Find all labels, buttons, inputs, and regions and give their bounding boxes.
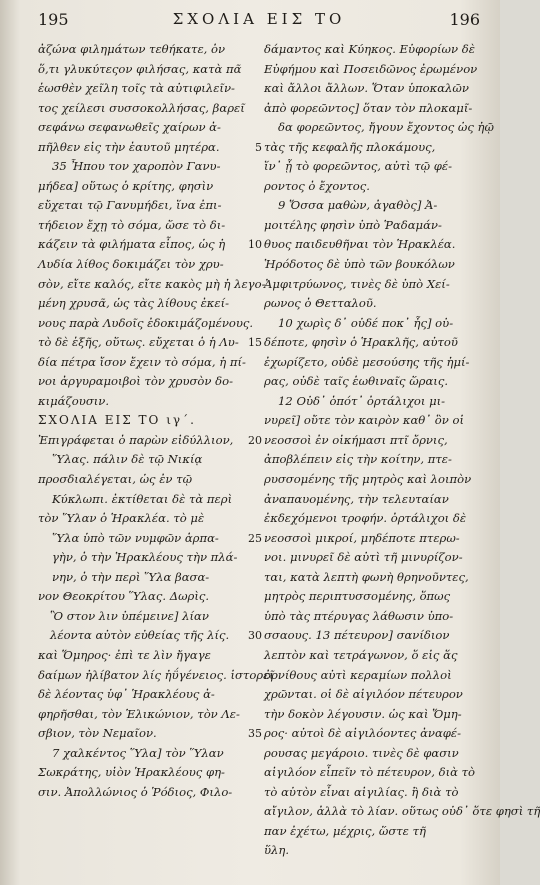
line-text: τὸν Ὕλαν ὁ Ἡρακλέα. τὸ μὲ [38,511,205,526]
line-text: μητρὸς περιπτυσσομένης, ὅπως [264,589,451,604]
text-line [264,196,478,216]
text-line [264,802,540,822]
line-text: Ὕλα ὑπὸ τῶν νυμφῶν ἁρπα- [52,530,219,545]
text-line [38,490,254,510]
line-text: κάζειν τὰ φιλήματα εἶπος, ὡς ἡ [38,237,226,252]
line-text: Λυδία λίθος δοκιμάζει τὸν χρυ- [38,257,224,272]
text-line [38,646,254,666]
text-line [264,118,494,138]
line-text: ἀποβλέπειν εἰς τὴν κοίτην, πτε- [264,452,452,467]
text-line [264,705,478,725]
line-text: καὶ Ὅμηρος· ἐπὶ τε λὶν ἤγαγε [38,647,211,662]
line-text: λέοντα αὐτὸν εὐθείας τῆς λίς. [50,628,230,643]
line-text: ρυσσομένης τῆς μητρὸς καὶ λοιπὸν [264,472,472,487]
line-text: αἴγιλον, ἀλλὰ τὸ λίαν. οὕτως οὐδ᾽ ὅτε φησὶ τῆ [264,804,540,819]
text-line [38,235,254,255]
text-line [264,607,478,627]
line-text: εὔχεται τῷ Γανυμήδει, ἵνα ἐπι- [38,198,222,213]
line-text: ὅ,τι γλυκύτεςον φιλήσας, κατὰ πᾶ [38,61,242,76]
text-line [264,783,478,803]
line-text: σὸν, εἴτε καλός, εἴτε κακὸς μὴ ἡ λεγο- [38,276,266,291]
line-text: νοι ἀργυραμοιβοὶ τὸν χρυσὸν δο- [38,374,234,389]
text-line [38,118,254,138]
text-line [38,138,254,158]
line-number: 5 [255,140,262,154]
text-line [264,353,478,373]
text-line [264,216,478,236]
text-line [264,411,478,431]
line-text: Ἡρόδοτος δὲ ὑπὸ τῶν βουκόλων [264,257,455,272]
line-text: νον Θεοκρίτου Ὕλας. Δωρὶς. [38,589,210,604]
section-heading [38,411,254,431]
line-text: νεοσσοὶ μικροί, μηδέποτε πτερω- [264,530,460,545]
line-text: δὲ λέοντας ὑφ᾽ Ἡρακλέους ἀ- [38,687,215,702]
text-line [38,450,254,470]
text-line [264,157,478,177]
line-text: μοιτέλης φησὶν ὑπὸ Ῥαδαμάν- [264,217,442,232]
line-text: Ὃ στον λιν ὑπέμεινε] λίαν [50,608,209,623]
line-text: τὸ αὐτὸν εἶναι αἰγιλίας. ἢ διὰ τὸ [264,784,459,799]
text-line [248,333,478,353]
line-text: ρας, οὐδὲ ταῖς ἑωθιναῖς ὥραις. [264,374,449,389]
text-line [264,294,478,314]
text-line [38,607,254,627]
text-line [38,255,254,275]
text-line [38,333,254,353]
text-line [38,431,254,451]
text-line [264,666,478,686]
line-text: αἰγιλόον εἶπεῖν τὸ πέτευρον, διὰ τὸ [264,765,476,780]
line-text: δάμαντος καὶ Κύηκος. Εὐφορίων δὲ [264,42,475,56]
line-text: ὀρνίθους αὐτὶ κεραμίων πολλοὶ [264,667,452,682]
text-line [38,372,254,392]
text-line [264,392,478,412]
right-column [248,40,540,861]
line-text: ται, κατὰ λεπτὴ φωνὴ θρηνοῦντες, [264,569,469,584]
text-line [38,666,274,686]
text-line [264,841,478,861]
line-number: 35 [248,727,262,741]
text-line [264,744,478,764]
line-text: νοι. μινυρεῖ δὲ αὐτὶ τῆ μινυρίζον- [264,550,463,565]
line-text: νυρεῖ] οὔτε τὸν καιρὸν καθ᾽ ὃν οἱ [264,413,465,428]
line-text: ΣΧΟΛΙΑ ΕΙΣ ΤΟ ιγ´. [38,413,196,428]
line-text: πῆλθεν εἰς τὴν ἑαυτοῦ μητέρα. [38,139,220,154]
line-text: δία πέτρα ἴσον ἔχειν τὸ σόμα, ἡ πί- [38,354,246,369]
text-line [38,744,254,764]
text-line [248,529,478,549]
text-line [38,157,254,177]
text-line [264,60,478,80]
text-line [38,216,254,236]
text-line [264,255,478,275]
line-text: ρουσας μεγάροιο. τινὲς δὲ φασιν [264,745,459,760]
line-text: 9 Ὅσσα μαθὼν, ἀγαθὸς] Ἀ- [278,198,438,213]
text-line [264,79,478,99]
text-line [38,40,254,60]
line-text: θυος παιδευθῆναι τὸν Ἡρακλέα. [264,237,456,252]
line-text: δέποτε, φησὶν ὁ Ἡρακλῆς, αὐτοῦ [264,335,458,350]
text-line [38,353,254,373]
line-text: ἵν᾽ ᾖ τὸ φορεῶντος, αὐτὶ τῷ φέ- [264,159,453,174]
line-text: φηρῆσθαι, τὸν Ἑλικώνιον, τὸν Λε- [38,706,240,721]
text-line [38,548,254,568]
line-text: Ὕλας. πάλιν δὲ τῷ Νικίᾳ [52,452,203,467]
line-text: ἀπὸ φορεῶντος] ὅταν τὸν πλοκαμῖ- [264,100,473,115]
text-line [264,568,478,588]
text-line [264,763,478,783]
text-line [264,372,478,392]
text-line [38,392,254,412]
text-line [264,275,478,295]
line-text: ροντος ὁ ἔχοντος. [264,178,370,193]
line-text: δα φορεῶντος, ἤγουν ἔχοντος ὡς ἠῷ [278,120,494,135]
line-text: ρος· αὐτοὶ δὲ αἰγιλόοντες ἀναφέ- [264,726,462,741]
line-number: 30 [248,629,262,643]
line-text: ἀναπαυομένης, τὴν τελευταίαν [264,491,449,506]
line-number: 25 [248,531,262,545]
line-text: ρωνος ὁ Θετταλοῦ. [264,296,377,311]
text-line [248,626,478,646]
line-text: προσδιαλέγεται, ὡς ἐν τῷ [38,472,193,487]
line-number: 10 [248,238,262,252]
text-line [38,294,254,314]
text-line [38,196,254,216]
line-text: 35 Ἦπου τον χαροπὸν Γανυ- [52,159,221,174]
text-line [38,705,254,725]
line-text: ἑωσθὲν χεῖλη τοῖς τὰ αὐτιφιλεῖν- [38,81,235,96]
text-line [38,685,254,705]
text-line [38,275,266,295]
running-head [38,10,480,36]
line-text: τος χείλεσι συσσοκολλήσας, βαρεῖ [38,100,245,115]
line-text: 12 Οὐδ᾽ ὁπότ᾽ ὀρτάλιχοι μι- [278,393,446,408]
text-line [264,548,478,568]
line-number: 15 [248,336,262,350]
line-text: τήδειον ἔχῃ τὸ σόμα, ὥσε τὸ δι- [38,217,226,232]
text-line [38,587,254,607]
text-line [264,646,478,666]
page-number-left: 195 [38,10,69,29]
text-line [264,450,478,470]
line-text: Κύκλωπι. ἐκτίθεται δὲ τὰ περὶ [52,491,233,506]
text-line [38,314,254,334]
line-text: δαίμων ἠλίβατον λίς ἠΰγένειος. ἱστορεῖ [38,667,274,682]
line-text: γὴν, ὁ τὴν Ἡρακλέους τὴν πλά- [52,550,238,565]
line-text: τὰς τῆς κεφαλῆς πλοκάμους, [264,139,436,154]
text-line [38,783,254,803]
line-text: Εὐφήμου καὶ Ποσειδῶνος ἐρωμένον [264,61,478,76]
line-text: κιμάζουσιν. [38,393,110,408]
line-text: νους παρὰ Λυδοῖς ἐδοκιμάζομένους. [38,315,254,330]
text-line [38,99,254,119]
text-line [264,822,478,842]
text-line [38,509,254,529]
text-line [264,587,478,607]
line-text: τὴν δοκὸν λέγουσιν. ὡς καὶ Ὅμη- [264,706,462,721]
line-text: νεοσσοὶ ἐν οἰκήμασι πτῖ ὄρνις, [264,432,448,447]
line-text: σσαους. 13 πέτευρον] σανίδιον [264,628,450,643]
text-line [264,509,478,529]
line-text: ὕλη. [264,843,290,858]
line-text: καὶ ἄλλοι ἄλλων. Ὅταν ὑποκαλῶν [264,81,469,96]
text-line [255,138,478,158]
line-text: μήδεα] οὕτως ὁ κρίτης, φησὶν [38,178,214,193]
text-line [38,529,254,549]
line-text: τὸ δὲ ἑξῆς, οὕτως. εὔχεται ὁ ἡ Λυ- [38,335,239,350]
line-text: 10 χωρὶς δ᾽ οὐδέ ποκ᾽ ἦς] οὐ- [278,315,454,330]
text-line [264,99,478,119]
text-line [38,470,254,490]
text-line [38,177,254,197]
text-line [264,314,478,334]
line-text: ὑπὸ τὰς πτέρυγας λάθωσιν ὑπο- [264,608,454,623]
text-line [248,724,478,744]
text-line [264,177,478,197]
line-text: ἐκδεχόμενοι τροφήν. ὀρτάλιχοι δὲ [264,511,467,526]
line-text: λεπτὸν καὶ τετράγωνον, ὅ εἰς ἅς [264,647,458,662]
text-line [38,763,254,783]
page-number-right: 196 [449,10,480,29]
line-number: 20 [248,433,262,447]
line-text: Σωκράτης, υἱὸν Ἡρακλέους φη- [38,765,225,780]
text-line [248,235,478,255]
line-text: Ἐπιγράφεται ὁ παρὼν εἰδύλλιον, [38,432,234,447]
text-line [38,626,254,646]
text-line [248,431,478,451]
text-line [264,40,478,60]
text-line [264,685,478,705]
line-text: ἀζώνα φιλημάτων τεθήκατε, ὁν [38,42,226,56]
line-text: μένη χρυσᾶ, ὡς τὰς λίθους ἐκεί- [38,296,230,311]
line-text: παν ἐχέτω, μέχρις, ὥστε τῆ [264,823,426,838]
running-head-title: ΣΧΟΛΙΑ ΕΙΣ ΤΟ [172,10,346,28]
text-line [38,79,254,99]
text-line [264,470,478,490]
text-line [264,490,478,510]
line-text: σβιον, τὸν Νεμαῖον. [38,726,157,741]
text-line [38,60,254,80]
line-text: ἐχωρίζετο, οὐδὲ μεσούσης τῆς ἡμί- [264,354,470,369]
line-text: χρῶνται. οἱ δὲ αἰγιλόον πέτευρον [264,687,463,702]
text-line [38,568,254,588]
line-text: σιν. Ἀπολλώνιος ὁ Ῥόδιος, Φιλο- [38,784,233,799]
line-text: Ἀμφιτρύωνος, τινὲς δὲ ὑπὸ Χεί- [264,276,450,291]
line-text: 7 χαλκέντος Ὕλα] τὸν Ὕλαν [52,745,224,760]
line-text: σεφάνω σεφανωθεῖς χαίρων ἀ- [38,120,221,135]
line-text: νην, ὁ τὴν περὶ Ὕλα βασα- [52,569,210,584]
text-line [38,724,254,744]
